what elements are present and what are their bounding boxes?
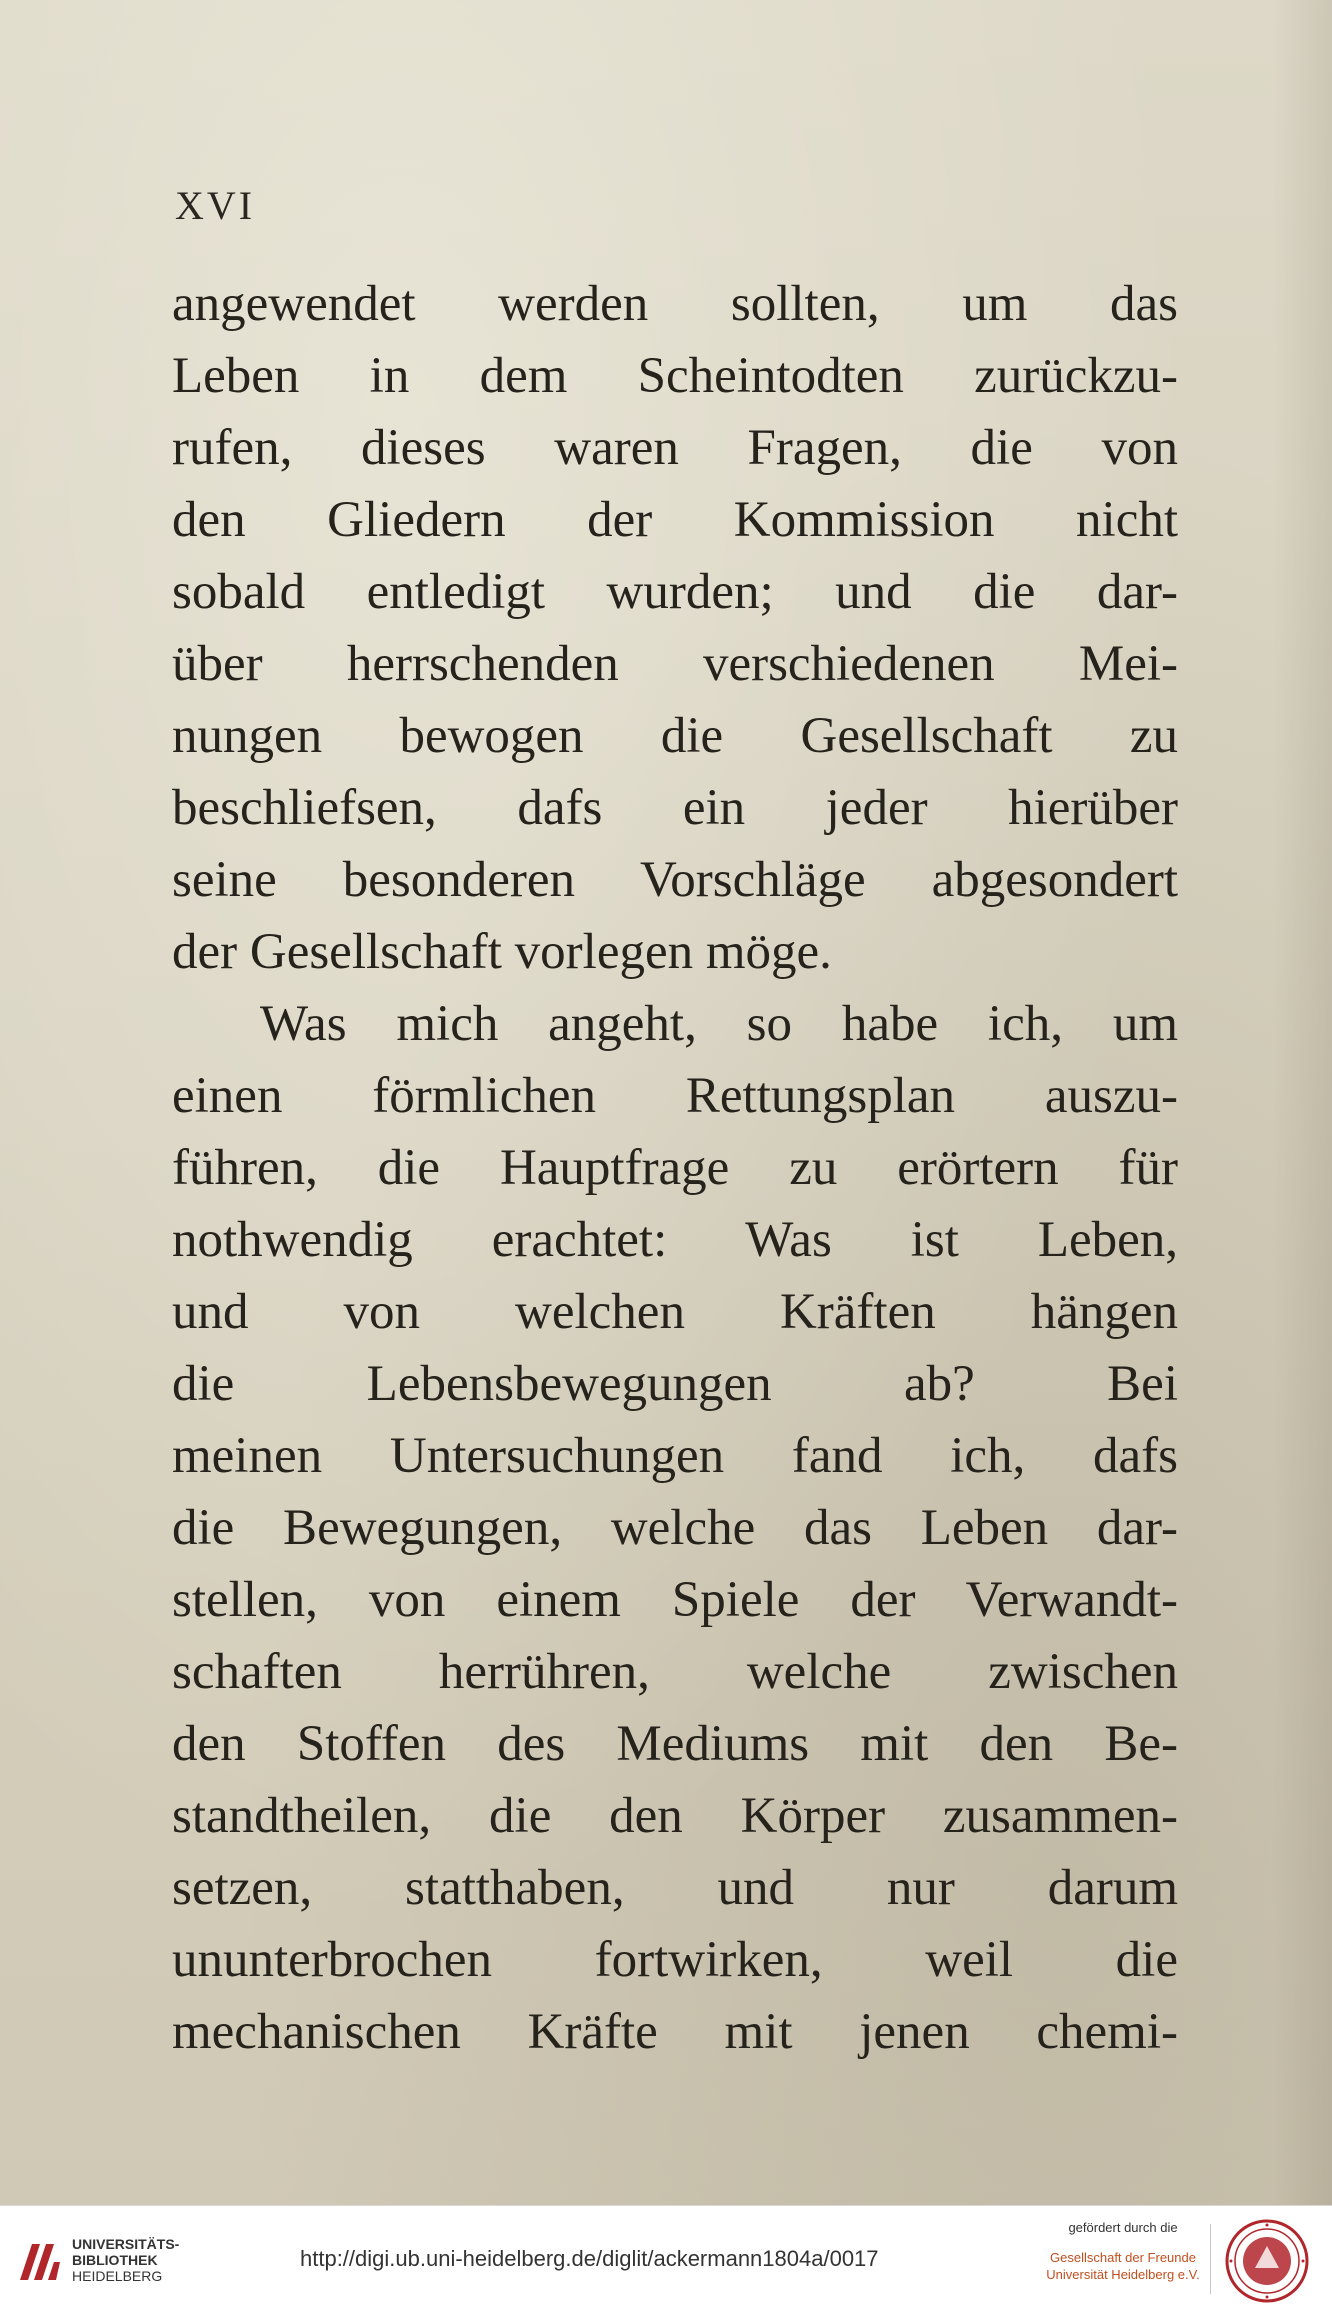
text-line: schaften herrühren, welche zwischen (172, 1644, 1178, 1700)
text-line: den Stoffen des Mediums mit den Be- (172, 1716, 1178, 1772)
library-name[interactable] (72, 2236, 179, 2284)
library-name-line3: HEIDELBERG (72, 2268, 163, 2284)
text-line: die Bewegungen, welche das Leben dar- (172, 1500, 1178, 1556)
text-line: einen förmlichen Rettungsplan auszu- (172, 1068, 1178, 1124)
text-line: rufen, dieses waren Fragen, die von (172, 420, 1178, 476)
text-line: sobald entledigt wurden; und die dar- (172, 564, 1178, 620)
text-line: beschliefsen, dafs ein jeder hierüber (172, 780, 1178, 836)
text-line: meinen Untersuchungen fand ich, dafs (172, 1428, 1178, 1484)
library-name-line2: BIBLIOTHEK (72, 2252, 158, 2268)
university-seal-icon[interactable] (1224, 2218, 1310, 2304)
text-line: den Gliedern der Kommission nicht (172, 492, 1178, 548)
library-name-line1: UNIVERSITÄTS- (72, 2236, 180, 2252)
text-line: führen, die Hauptfrage zu erörtern für (172, 1140, 1178, 1196)
library-logo-icon[interactable] (14, 2236, 64, 2286)
text-line: Was mich angeht, so habe ich, um (260, 996, 1178, 1052)
text-line: nungen bewogen die Gesellschaft zu (172, 708, 1178, 764)
text-line: ununterbrochen fortwirken, weil die (172, 1932, 1178, 1988)
text-line: mechanischen Kräfte mit jenen chemi- (172, 2004, 1178, 2060)
footer-bar (0, 2205, 1332, 2309)
sponsor-org-line1: Gesellschaft der Freunde (1050, 2250, 1196, 2265)
sponsor-divider (1210, 2224, 1211, 2294)
body-text (172, 268, 1178, 2068)
text-line: standtheilen, die den Körper zusammen- (172, 1788, 1178, 1844)
permalink-url[interactable]: http://digi.ub.uni-heidelberg.de/diglit/ackermann1804a/0017 (300, 2246, 879, 2271)
text-line: nothwendig erachtet: Was ist Leben, (172, 1212, 1178, 1268)
sponsor-org-line2: Universität Heidelberg e.V. (1046, 2267, 1200, 2282)
text-line: setzen, statthaben, und nur darum (172, 1860, 1178, 1916)
text-line: angewendet werden sollten, um das (172, 276, 1178, 332)
page-number: XVI (175, 183, 256, 228)
text-line: die Lebensbewegungen ab? Bei (172, 1356, 1178, 1412)
text-line: der Gesellschaft vorlegen möge. (172, 924, 832, 980)
sponsor-by-label: gefördert durch die (1068, 2220, 1178, 2235)
text-line: Leben in dem Scheintodten zurückzu- (172, 348, 1178, 404)
text-line: stellen, von einem Spiele der Verwandt- (172, 1572, 1178, 1628)
text-line: seine besonderen Vorschläge abgesondert (172, 852, 1178, 908)
text-line: und von welchen Kräften hängen (172, 1284, 1178, 1340)
text-line: über herrschenden verschiedenen Mei- (172, 636, 1178, 692)
sponsor-credit[interactable] (1038, 2220, 1208, 2283)
